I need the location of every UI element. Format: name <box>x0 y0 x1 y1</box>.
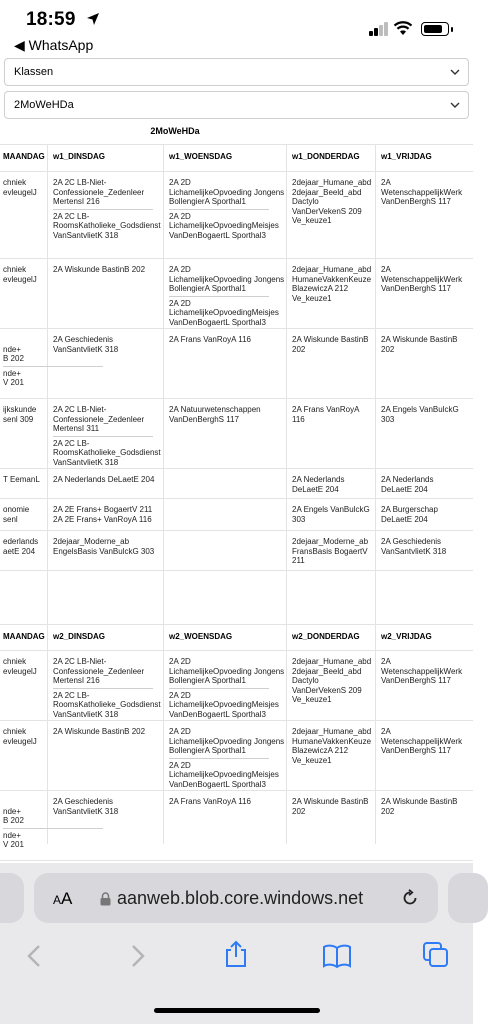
table-row <box>0 258 473 328</box>
previous-tab-pill[interactable] <box>0 873 24 923</box>
type-select-value: Klassen <box>14 66 54 78</box>
lesson-text: 2A Geschiedenis VanSantvlietK 318 <box>381 537 447 556</box>
table-row <box>0 498 473 530</box>
lesson-text: 2A Natuurwetenschappen VanDenBerghS 117 <box>169 405 261 424</box>
lesson-cell <box>169 335 289 345</box>
cell-separator <box>3 366 103 367</box>
day-header <box>381 632 473 642</box>
lesson-cell <box>3 797 47 850</box>
day-header-label: w2_WOENSDAG <box>169 632 233 641</box>
type-select[interactable] <box>4 58 469 86</box>
lesson-text: 2A Wiskunde BastinB 202 <box>292 335 369 354</box>
lesson-text: nde+ B 202 <box>3 344 24 364</box>
table-row <box>0 530 473 570</box>
lesson-cell <box>3 727 47 746</box>
lesson-text: 2A Nederlands DeLaetE 204 <box>381 475 434 494</box>
lesson-cell <box>169 727 289 790</box>
lesson-text: 2A 2C LB-Niet- Confessionele_Zedenleer MertensI 311 <box>53 405 145 434</box>
lesson-text: 2A 2D LichamelijkeOpvoedingMeisjes VanDenBogaertL Sporthal3 <box>169 690 279 719</box>
wifi-icon <box>393 20 413 36</box>
table-row <box>0 650 473 720</box>
day-header <box>53 632 165 642</box>
lesson-text: 2A Wiskunde BastinB 202 <box>53 265 146 274</box>
clock: 18:59 <box>26 9 76 30</box>
lesson-text: 2A 2C LB-Niet- Confessionele_Zedenleer MertensI 216 <box>53 178 145 207</box>
lesson-text: ederlands aetE 204 <box>3 537 39 556</box>
lesson-cell <box>292 335 378 354</box>
lesson-text: 2A Geschiedenis VanSantvlietK 318 <box>53 797 119 816</box>
signal-bar <box>369 31 373 36</box>
lesson-cell <box>381 727 473 756</box>
lesson-text: 2A 2D LichamelijkeOpvoedingMeisjes VanDenBogaertL Sporthal3 <box>169 211 279 240</box>
reader-settings-button[interactable]: AA <box>53 889 73 908</box>
lesson-text: 2A Engels VanBulckG 303 <box>381 405 459 424</box>
schedule-table <box>0 144 473 850</box>
lesson-text: 2A WetenschappelijkWerk VanDenBerghS 117 <box>381 657 463 686</box>
lesson-cell <box>3 657 47 676</box>
lesson-cell <box>169 405 289 424</box>
lesson-text: 2A 2D LichamelijkeOpvoedingMeisjes VanDenBogaertL Sporthal3 <box>169 298 279 327</box>
lesson-text: chniek evleugelJ <box>3 657 37 676</box>
lesson-cell <box>53 335 165 354</box>
day-header <box>292 152 378 162</box>
signal-bar <box>374 28 378 36</box>
forward-arrow-icon[interactable] <box>124 943 150 969</box>
day-header-label: w1_VRIJDAG <box>381 152 432 161</box>
lesson-cell <box>169 178 289 241</box>
lesson-cell <box>169 797 289 807</box>
day-header <box>53 152 165 162</box>
lesson-cell <box>53 657 165 720</box>
lesson-text: 2A 2C LB- RoomsKatholieke_Godsdienst VanSantvlietK 318 <box>53 690 161 719</box>
lesson-text: 2A 2D LichamelijkeOpvoedingMeisjes VanDenBogaertL Sporthal3 <box>169 760 279 789</box>
lesson-text: 2dejaar_Humane_abd HumaneVakkenKeuze BlazewiczA 212 Ve_keuze1 <box>292 265 372 303</box>
lesson-cell <box>3 505 47 524</box>
url-text[interactable]: aanweb.blob.core.windows.net <box>117 888 364 908</box>
status-bar <box>0 0 473 58</box>
cell-separator <box>53 209 153 210</box>
table-row <box>0 790 473 860</box>
lesson-text: 2A WetenschappelijkWerk VanDenBerghS 117 <box>381 727 463 756</box>
lesson-cell <box>3 178 47 197</box>
location-arrow-icon <box>86 12 100 26</box>
day-header <box>169 632 289 642</box>
day-header <box>3 152 47 162</box>
cell-separator <box>169 758 269 759</box>
lesson-cell <box>3 405 47 424</box>
next-tab-pill[interactable] <box>448 873 488 923</box>
day-header <box>381 152 473 162</box>
day-header-label: w1_DINSDAG <box>53 152 106 161</box>
lesson-cell <box>53 797 165 816</box>
table-row <box>0 398 473 468</box>
table-row <box>0 171 473 258</box>
lesson-text: 2A 2D LichamelijkeOpvoeding Jongens BollengierA Sporthal1 <box>169 265 285 294</box>
lesson-cell <box>381 797 473 816</box>
lesson-text: 2A 2E Frans+ BogaertV 211 2A 2E Frans+ VanRoyA 116 <box>53 505 153 524</box>
tabs-icon[interactable] <box>423 942 449 968</box>
lesson-cell <box>292 265 378 303</box>
chevron-down-icon <box>450 67 460 77</box>
lesson-cell <box>292 405 378 424</box>
lesson-text: 2A 2C LB- RoomsKatholieke_Godsdienst VanSantvlietK 318 <box>53 211 161 240</box>
lesson-cell <box>381 335 473 354</box>
day-header-label: w2_VRIJDAG <box>381 632 432 641</box>
lesson-text: nde+ V 201 <box>3 368 24 388</box>
lesson-text: 2A Wiskunde BastinB 202 <box>381 797 458 816</box>
lesson-text: onomie senl <box>3 505 30 524</box>
day-header <box>292 632 378 642</box>
table-header-row <box>0 624 473 650</box>
lesson-cell <box>381 475 473 494</box>
day-header-label: w1_WOENSDAG <box>169 152 233 161</box>
share-icon[interactable] <box>223 941 249 967</box>
lesson-text: 2A Wiskunde BastinB 202 <box>292 797 369 816</box>
lesson-cell <box>3 475 47 485</box>
lesson-cell <box>381 537 473 556</box>
lesson-cell <box>381 505 473 524</box>
lesson-text: 2A Frans VanRoyA 116 <box>169 797 251 806</box>
lesson-cell <box>292 178 378 226</box>
lesson-cell <box>169 265 289 328</box>
table-row <box>0 328 473 398</box>
day-header-label: w1_DONDERDAG <box>292 152 360 161</box>
lesson-text: 2A Wiskunde BastinB 202 <box>381 335 458 354</box>
lesson-cell <box>53 537 165 556</box>
lesson-cell <box>53 505 165 524</box>
lesson-cell <box>381 178 473 207</box>
back-arrow-icon[interactable] <box>22 943 48 969</box>
lesson-text: 2A Geschiedenis VanSantvlietK 318 <box>53 335 119 354</box>
lesson-text: 2A Frans VanRoyA 116 <box>169 335 251 344</box>
lesson-text: 2A Engels VanBulckG 303 <box>292 505 370 524</box>
day-header <box>169 152 289 162</box>
lesson-text: 2A WetenschappelijkWerk VanDenBerghS 117 <box>381 265 463 294</box>
lesson-text: 2dejaar_Moderne_ab FransBasis BogaertV 211 <box>292 537 369 566</box>
lesson-text: ijkskunde senl 309 <box>3 405 37 424</box>
lesson-text: nde+ V 201 <box>3 830 24 850</box>
lesson-cell <box>3 265 47 284</box>
lesson-text: 2A Wiskunde BastinB 202 <box>53 727 146 736</box>
table-row <box>0 570 473 624</box>
lesson-text: 2A WetenschappelijkWerk VanDenBerghS 117 <box>381 178 463 207</box>
lesson-text: chniek evleugelJ <box>3 727 37 746</box>
day-header <box>3 632 47 642</box>
lesson-text: 2A 2D LichamelijkeOpvoeding Jongens BollengierA Sporthal1 <box>169 657 285 686</box>
lesson-cell <box>292 537 378 566</box>
lesson-text: 2A Nederlands DeLaetE 204 <box>292 475 345 494</box>
lesson-text: 2A 2D LichamelijkeOpvoeding Jongens BollengierA Sporthal1 <box>169 727 285 756</box>
class-select[interactable] <box>4 91 469 119</box>
lesson-text: 2dejaar_Humane_abd HumaneVakkenKeuze BlazewiczA 212 Ve_keuze1 <box>292 727 372 765</box>
lesson-text: 2dejaar_Humane_abd 2dejaar_Beeld_abd Dactylo VanDerVekenS 209 Ve_keuze1 <box>292 178 372 226</box>
lesson-cell <box>381 657 473 686</box>
lesson-cell <box>292 657 378 705</box>
lesson-cell <box>292 475 378 494</box>
day-header-label: MAANDAG <box>3 152 45 161</box>
lesson-text: chniek evleugelJ <box>3 265 37 284</box>
table-row <box>0 468 473 498</box>
lesson-text: 2A 2C LB- RoomsKatholieke_Godsdienst VanSantvlietK 318 <box>53 438 161 467</box>
signal-bar <box>379 25 383 36</box>
battery-icon <box>421 22 449 36</box>
lesson-cell <box>292 727 378 765</box>
day-header-label: w2_DONDERDAG <box>292 632 360 641</box>
lesson-cell <box>53 178 165 241</box>
home-indicator <box>154 1008 320 1013</box>
lesson-text: 2A 2C LB-Niet- Confessionele_Zedenleer MertensI 216 <box>53 657 145 686</box>
lesson-cell <box>169 657 289 720</box>
signal-bar <box>384 22 388 36</box>
lesson-text: 2dejaar_Humane_abd 2dejaar_Beeld_abd Dactylo VanDerVekenS 209 Ve_keuze1 <box>292 657 372 705</box>
table-header-row <box>0 144 473 171</box>
cell-separator <box>169 296 269 297</box>
class-select-value: 2MoWeHDa <box>14 99 74 111</box>
lesson-cell <box>53 265 165 275</box>
lesson-text: nde+ B 202 <box>3 806 24 826</box>
lock-icon <box>100 892 111 906</box>
cellular-signal-icon <box>369 22 389 36</box>
lesson-cell <box>381 265 473 294</box>
reload-icon[interactable] <box>401 889 419 907</box>
cell-separator <box>169 688 269 689</box>
lesson-text: T EemanL <box>3 475 40 484</box>
cell-separator <box>53 688 153 689</box>
lesson-cell <box>53 405 165 468</box>
cell-separator <box>169 209 269 210</box>
cell-separator <box>53 436 153 437</box>
lesson-text: 2A 2D LichamelijkeOpvoeding Jongens BollengierA Sporthal1 <box>169 178 285 207</box>
lesson-cell <box>53 727 165 737</box>
lesson-cell <box>53 475 165 485</box>
day-header-label: w2_DINSDAG <box>53 632 106 641</box>
lesson-cell <box>381 405 473 424</box>
back-to-app-link[interactable]: ◀ WhatsApp <box>14 37 94 53</box>
lesson-cell <box>292 505 378 524</box>
lesson-cell <box>3 335 47 388</box>
bookmarks-icon[interactable] <box>322 943 352 969</box>
lesson-cell <box>292 797 378 816</box>
table-row <box>0 720 473 790</box>
lesson-text: chniek evleugelJ <box>3 178 37 197</box>
lesson-text: 2A Frans VanRoyA 116 <box>292 405 360 424</box>
schedule-title: 2MoWeHDa <box>150 126 200 136</box>
cell-separator <box>3 828 103 829</box>
lesson-text: 2A Nederlands DeLaetE 204 <box>53 475 155 484</box>
lesson-text: 2A Burgerschap DeLaetE 204 <box>381 505 438 524</box>
chevron-down-icon <box>450 100 460 110</box>
day-header-label: MAANDAG <box>3 632 45 641</box>
lesson-cell <box>3 537 47 556</box>
lesson-text: 2dejaar_Moderne_ab EngelsBasis VanBulckG 303 <box>53 537 155 556</box>
